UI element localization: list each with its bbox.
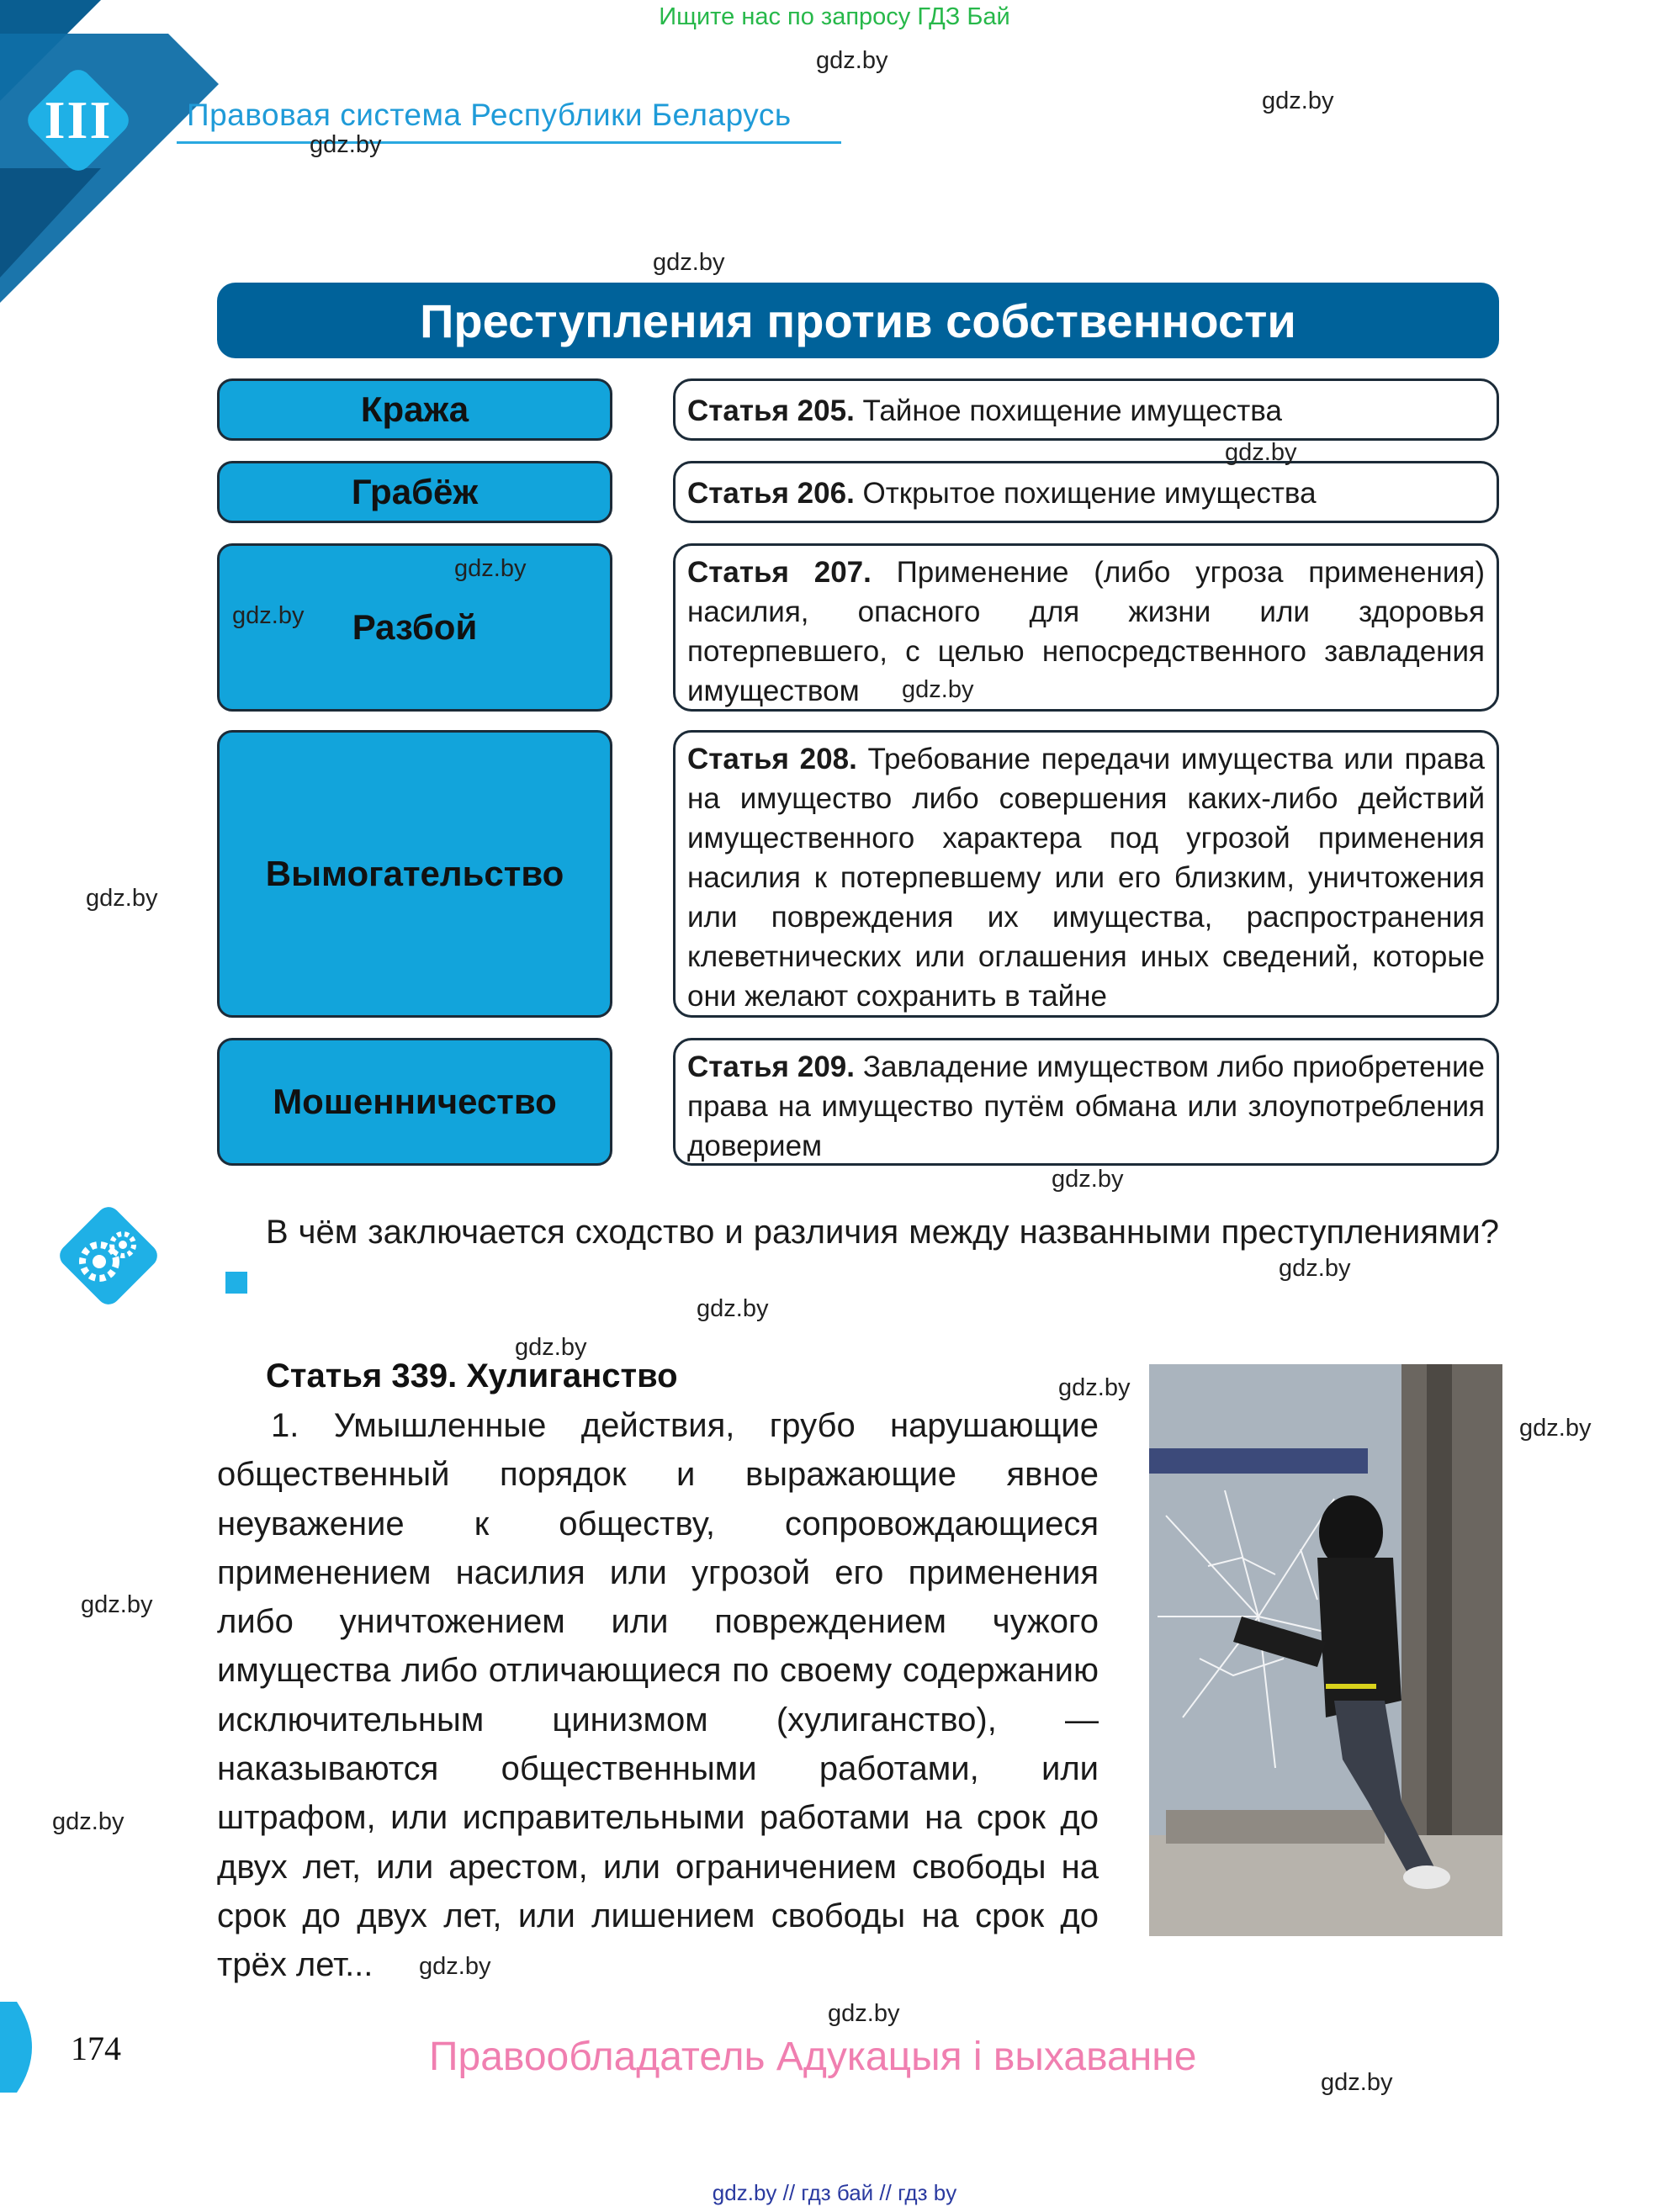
article-number: Статья 208. xyxy=(687,743,857,775)
article-text: Открытое похищение имущества xyxy=(854,476,1317,510)
page-tab xyxy=(0,2002,47,2093)
watermark: gdz.by xyxy=(310,131,382,158)
article-339-title: Статья 339. Хулиганство xyxy=(266,1357,678,1394)
bottom-links[interactable]: gdz.by // гдз бай // гдз by xyxy=(712,2180,957,2205)
article-text: Тайное похищение имущества xyxy=(854,394,1282,427)
term-box-armed-robbery: Разбой xyxy=(217,543,612,712)
watermark: gdz.by xyxy=(1279,1255,1351,1282)
watermark: gdz.by xyxy=(52,1808,125,1835)
chapter-underline xyxy=(177,141,841,144)
rights-holder-text: Правообладатель Адукацыя і выхаванне xyxy=(429,2035,1197,2079)
watermark: gdz.by xyxy=(816,47,888,74)
watermark: gdz.by xyxy=(454,555,527,582)
watermark: gdz.by xyxy=(86,885,158,912)
watermark: gdz.by xyxy=(419,1953,491,1980)
term-box-fraud: Мошенничество xyxy=(217,1038,612,1166)
section-banner: Преступления против собственности xyxy=(217,283,1499,358)
term-box-theft: Кража xyxy=(217,378,612,441)
watermark: gdz.by xyxy=(515,1334,587,1361)
chapter-number: III xyxy=(44,90,113,150)
gears-icon xyxy=(49,1196,168,1315)
article-text: Применение (либо угроза применения) насилия, опасного для жизни или здоровья потерпевшего, с целью непосредственного завладения имуществом xyxy=(687,556,1485,707)
article-number: Статья 206. xyxy=(687,476,855,510)
definition-box-extortion xyxy=(673,730,1499,1018)
article-number: Статья 207. xyxy=(687,556,872,589)
top-search-text: Ищите нас по запросу ГДЗ Бай xyxy=(659,3,1010,30)
end-square-icon xyxy=(225,1272,247,1294)
question-body: В чём заключается сходство и различия между названными преступлениями? xyxy=(266,1214,1499,1251)
article-339-text: 1. Умышленные действия, грубо нарушающие общественный порядок и выражающие явное неуважение к обществу, сопровождающиеся применением насилия или угрозой его применения либо уничтожением или повреждением чужого имущества либо отличающиеся по своему содержанию исключительным цинизмом (хулиганство), — наказываются общественными работами, или штрафом, или исправительными работами на срок до двух лет, или арестом, или ограничением свободы на срок до двух лет, или лишением свободы на срок до трёх лет... xyxy=(217,1407,1099,1984)
article-text: Требование передачи имущества или права на имущество либо совершения каких-либо действий имущественного характера под угрозой применения насилия к потерпевшему или его близким, уничтожения или повреждения их имущества, распространения клеветнических или оглашения иных сведений, которые они желают сохранить в тайне xyxy=(687,743,1485,1013)
definition-box-fraud xyxy=(673,1038,1499,1166)
term-box-extortion: Вымогательство xyxy=(217,730,612,1018)
watermark: gdz.by xyxy=(1519,1415,1592,1442)
article-number: Статья 209. xyxy=(687,1050,855,1083)
page-number: 174 xyxy=(71,2029,121,2067)
definition-box-theft xyxy=(673,378,1499,441)
watermark: gdz.by xyxy=(81,1591,153,1618)
definition-box-armed-robbery xyxy=(673,543,1499,712)
watermark: gdz.by xyxy=(902,676,974,703)
chapter-title: Правовая система Республики Беларусь xyxy=(187,98,792,132)
watermark: gdz.by xyxy=(232,602,305,629)
watermark: gdz.by xyxy=(1058,1374,1131,1401)
watermark: gdz.by xyxy=(1225,439,1297,466)
definition-box-robbery xyxy=(673,461,1499,523)
watermark: gdz.by xyxy=(1321,2069,1393,2096)
watermark: gdz.by xyxy=(828,2000,900,2027)
article-text: Завладение имуществом либо приобретение права на имущество путём обмана или злоупотребления доверием xyxy=(687,1050,1485,1162)
watermark: gdz.by xyxy=(653,249,725,276)
hooligan-photo xyxy=(1149,1364,1502,1936)
watermark: gdz.by xyxy=(1052,1166,1124,1193)
watermark: gdz.by xyxy=(697,1295,769,1322)
term-box-robbery: Грабёж xyxy=(217,461,612,523)
watermark: gdz.by xyxy=(1262,87,1334,114)
article-number: Статья 205. xyxy=(687,394,855,427)
